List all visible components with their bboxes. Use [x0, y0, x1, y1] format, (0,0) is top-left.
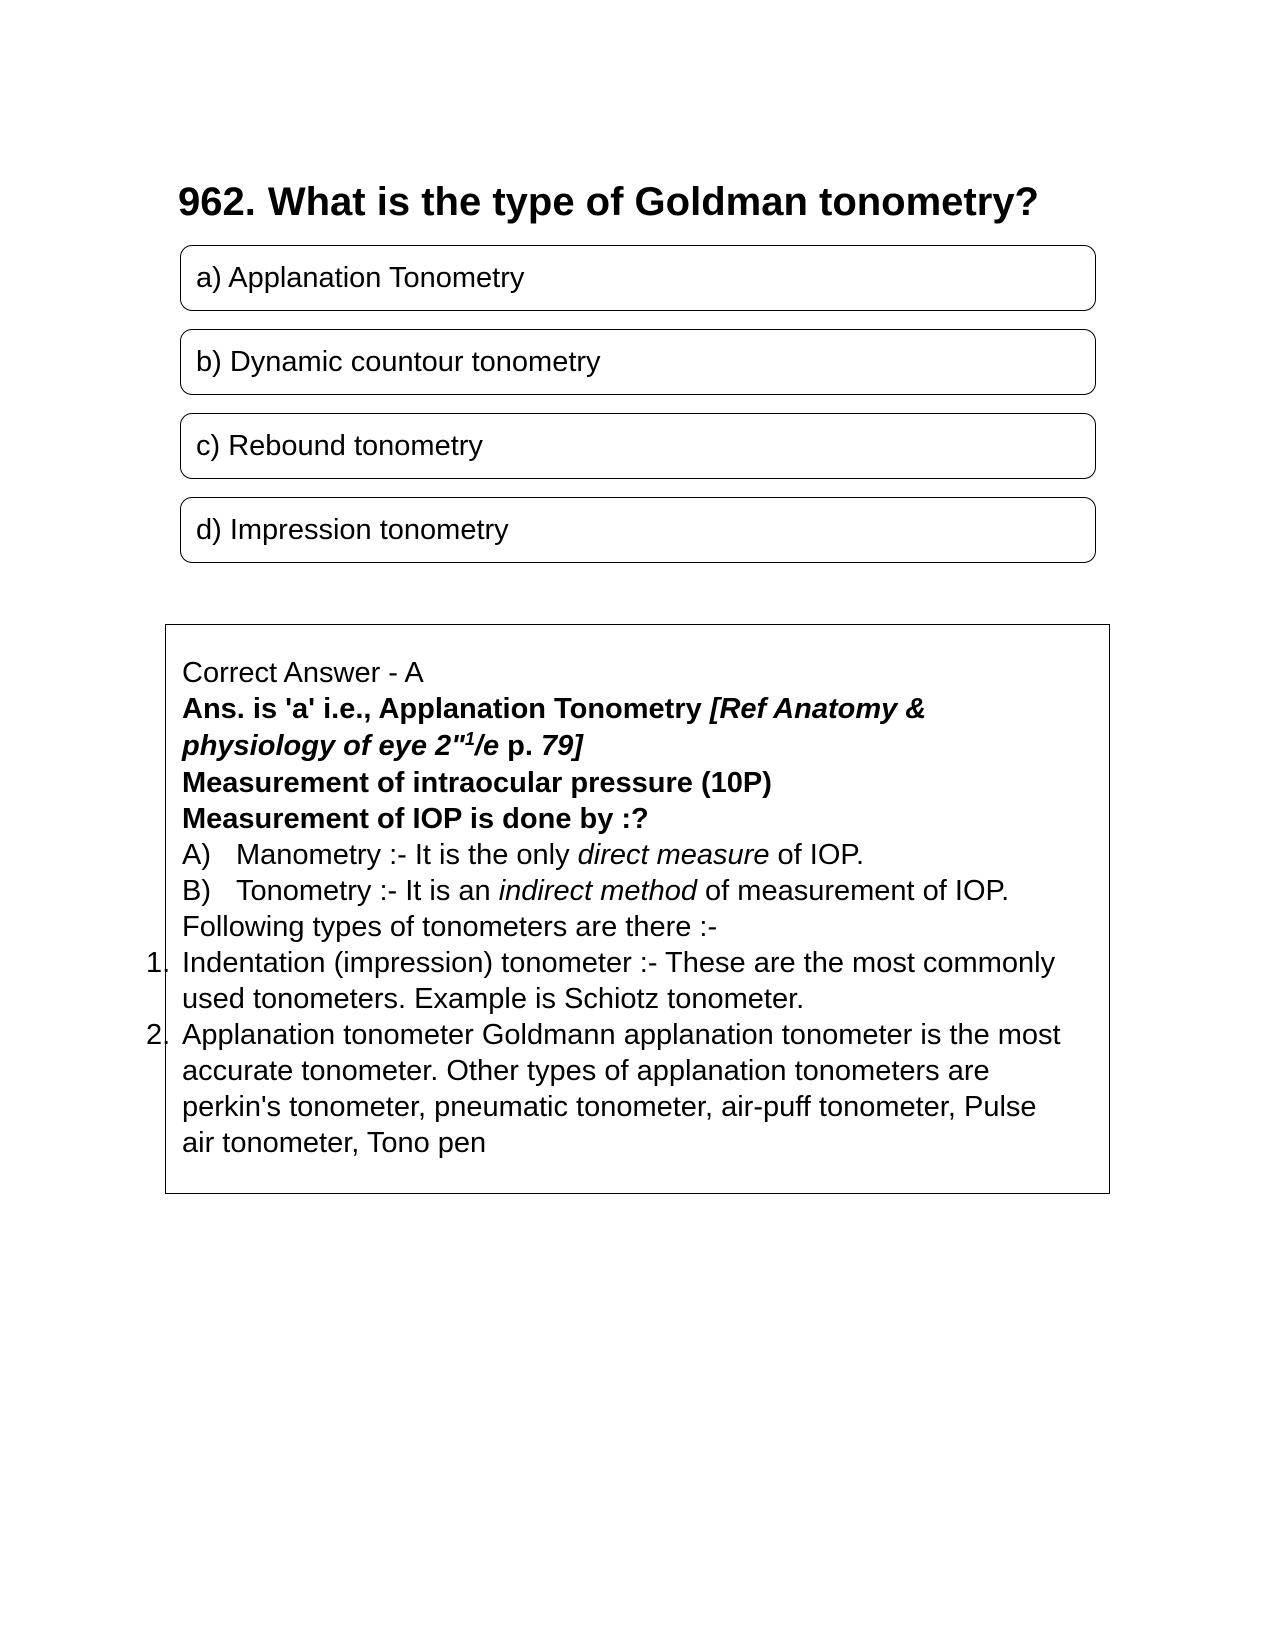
tonometer-type-2	[146, 1017, 1092, 1161]
method-b-text-after: of measurement of IOP.	[696, 875, 1010, 907]
option-b[interactable]: b) Dynamic countour tonometry	[180, 329, 1096, 395]
question-title	[178, 178, 1098, 226]
type-2-line-1: Applanation tonometer Goldmann applanation tonometer is the most	[182, 1019, 1061, 1051]
question-text: What is the type of Goldman tonometry?	[267, 180, 1039, 224]
reference-part-1: [Ref Anatomy &	[709, 693, 927, 725]
answer-explanation-box	[146, 624, 1110, 1194]
type-2-line-2: accurate tonometer. Other types of applanation tonometers are	[182, 1055, 990, 1087]
tonometer-types-intro: Following types of tonometers are there :-	[182, 911, 718, 943]
reference-part-5: 79]	[540, 730, 583, 762]
question-number: 962.	[178, 180, 256, 224]
reference-part-4: p.	[499, 730, 541, 762]
method-item-a	[182, 837, 1092, 873]
correct-answer-line: Correct Answer - A	[182, 657, 424, 689]
method-a-text-italic: direct measure	[577, 839, 770, 871]
reference-part-3: /e	[474, 730, 500, 762]
method-a-text-after: of IOP.	[769, 839, 865, 871]
type-1-line-2: used tonometers. Example is Schiotz tonometer.	[182, 983, 805, 1015]
option-c[interactable]: c) Rebound tonometry	[180, 413, 1096, 479]
method-b-text-before: Tonometry :- It is an	[236, 875, 499, 907]
reference-part-2: physiology of eye 2"	[182, 730, 465, 762]
reference-superscript: 1	[464, 729, 475, 749]
method-marker-a: A)	[182, 839, 211, 871]
tonometer-type-1	[146, 945, 1092, 1017]
method-item-b	[182, 873, 1092, 909]
type-2-marker: 2.	[146, 1019, 171, 1051]
type-2-line-3: perkin's tonometer, pneumatic tonometer, air-puff tonometer, Pulse	[182, 1091, 1037, 1123]
method-b-text-italic: indirect method	[498, 875, 697, 907]
option-a[interactable]: a) Applanation Tonometry	[180, 245, 1096, 311]
heading-iop-methods: Measurement of IOP is done by :?	[182, 803, 649, 835]
heading-intraocular-pressure: Measurement of intraocular pressure (10P)	[182, 767, 772, 799]
method-marker-b: B)	[182, 875, 211, 907]
option-d[interactable]: d) Impression tonometry	[180, 497, 1096, 563]
type-1-marker: 1.	[146, 947, 171, 979]
answer-prefix: Ans. is 'a' i.e., Applanation Tonometry	[182, 693, 710, 725]
reference-line	[182, 727, 1092, 765]
type-2-line-4: air tonometer, Tono pen	[182, 1127, 487, 1159]
answer-content	[146, 655, 1092, 1161]
method-a-text-before: Manometry :- It is the only	[236, 839, 578, 871]
answer-statement	[182, 691, 1092, 727]
type-1-line-1: Indentation (impression) tonometer :- These are the most commonly	[182, 947, 1056, 979]
